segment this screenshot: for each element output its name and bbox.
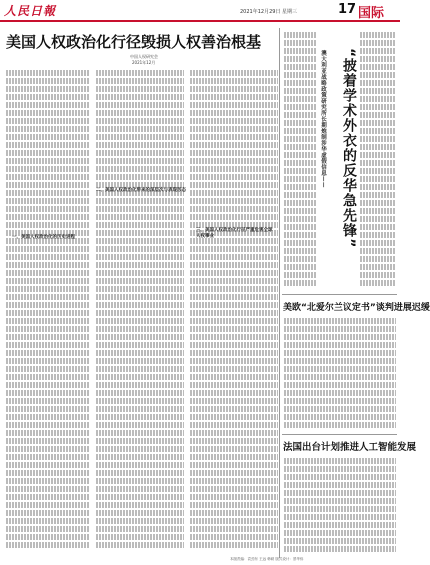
issue-date: 2021年12月29日 星期三 — [240, 9, 298, 15]
newspaper-logo: 人民日報 — [4, 4, 57, 18]
masthead — [0, 0, 400, 22]
body-text-column-2 — [96, 68, 184, 553]
section-divider — [282, 294, 397, 295]
page-footer: 本版责编：袁劲东 王远 韩硕 版式设计：蔡华伟 — [230, 557, 304, 561]
subhead-1: 一、美国人权政治化的历史进程 — [12, 235, 75, 240]
body-text-column-3 — [190, 68, 278, 553]
page-number: 17 — [338, 2, 357, 17]
side-feature-kicker: 澳大利亚战略政策研究所长期炮制涉华虚假信息—— — [320, 50, 326, 188]
column-divider — [279, 28, 280, 558]
section-divider — [282, 434, 397, 435]
side-feature-text-left — [284, 30, 316, 292]
side-feature-headline: “披着学术外衣的反华急先锋” — [341, 48, 357, 249]
main-article-byline: 中国人权研究会 — [130, 54, 158, 59]
side-article-1-title: 美欧“北爱尔兰议定书”谈判进展迟缓 — [283, 303, 430, 313]
side-article-2-title: 法国出台计划推进人工智能发展 — [283, 442, 417, 453]
side-feature-text-right — [360, 30, 396, 292]
body-text-column-1 — [6, 68, 90, 553]
main-article-date: 2021年12月 — [132, 60, 156, 65]
main-article-title: 美国人权政治化行径毁损人权善治根基 — [6, 33, 262, 51]
side-article-1-text — [284, 316, 396, 432]
side-article-2-text — [284, 456, 396, 554]
subhead-2: 二、美国人权政治化带来的深层次与表现形态 — [96, 188, 186, 193]
subhead-3: 三、美国人权政治化行径严重危害全球人权事业 — [196, 228, 273, 239]
section-name: 国际 — [358, 6, 385, 21]
